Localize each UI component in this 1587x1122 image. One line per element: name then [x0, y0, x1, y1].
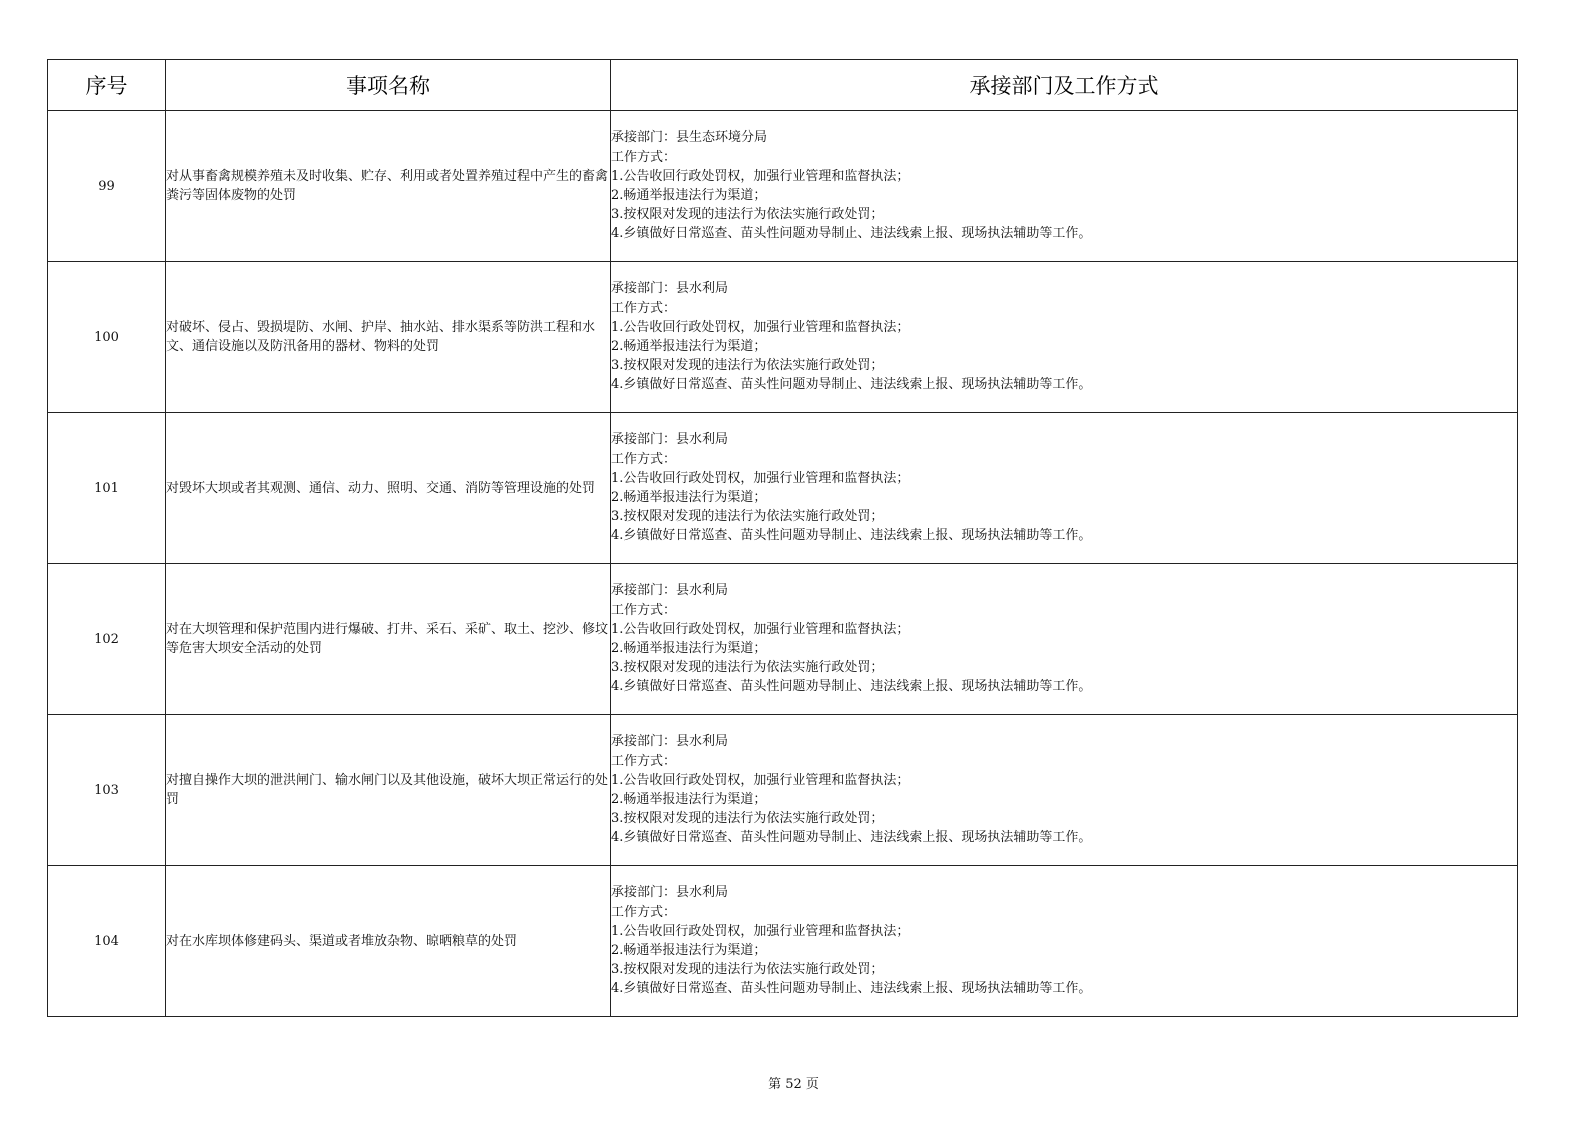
row-item-name: 对毁坏大坝或者其观测、通信、动力、照明、交通、消防等管理设施的处罚: [166, 413, 611, 564]
method-step-2: 2.畅通举报违法行为渠道；: [611, 641, 767, 656]
row-seq: 100: [48, 262, 166, 413]
method-step-3: 3.按权限对发现的违法行为依法实施行政处罚；: [611, 358, 884, 374]
row-item-name: 对破坏、侵占、毁损堤防、水闸、护岸、抽水站、排水渠系等防洪工程和水文、通信设施以及防汛备用的器材、物料的处罚: [166, 262, 611, 413]
method-step-1: 1.公告收回行政处罚权，加强行业管理和监督执法；: [611, 168, 910, 184]
method-step-3: 3.按权限对发现的违法行为依法实施行政处罚；: [611, 660, 884, 676]
row-seq: 102: [48, 564, 166, 715]
method-label: 工作方式：: [611, 753, 677, 769]
table-row: [48, 262, 1518, 413]
row-dept-method: [611, 715, 1518, 866]
method-step-3: 3.按权限对发现的违法行为依法实施行政处罚；: [611, 207, 884, 223]
header-seq: 序号: [48, 60, 166, 111]
row-seq: 99: [48, 111, 166, 262]
method-step-1: 1.公告收回行政处罚权，加强行业管理和监督执法；: [611, 621, 910, 637]
method-step-3: 3.按权限对发现的违法行为依法实施行政处罚；: [611, 509, 884, 525]
method-step-2: 2.畅通举报违法行为渠道；: [611, 792, 767, 807]
row-item-name: 对在大坝管理和保护范围内进行爆破、打井、采石、采矿、取土、挖沙、修坟等危害大坝安全活动的处罚: [166, 564, 611, 715]
row-dept-method: [611, 262, 1518, 413]
method-label: 工作方式：: [611, 451, 677, 467]
row-dept-method: [611, 866, 1518, 1017]
method-step-4: 4.乡镇做好日常巡查、苗头性问题劝导制止、违法线索上报、现场执法辅助等工作。: [611, 377, 1092, 393]
header-item-name: 事项名称: [166, 60, 611, 111]
method-step-1: 1.公告收回行政处罚权，加强行业管理和监督执法；: [611, 470, 910, 486]
method-label: 工作方式：: [611, 149, 677, 165]
row-dept-method: [611, 111, 1518, 262]
matters-table: [47, 59, 1518, 1017]
method-label: 工作方式：: [611, 300, 677, 316]
row-dept-method: [611, 564, 1518, 715]
method-step-4: 4.乡镇做好日常巡查、苗头性问题劝导制止、违法线索上报、现场执法辅助等工作。: [611, 528, 1092, 544]
row-item-name: 对擅自操作大坝的泄洪闸门、输水闸门以及其他设施，破坏大坝正常运行的处罚: [166, 715, 611, 866]
method-step-2: 2.畅通举报违法行为渠道；: [611, 188, 767, 203]
dept-line: 承接部门：县水利局: [611, 885, 729, 901]
method-step-2: 2.畅通举报违法行为渠道；: [611, 943, 767, 958]
method-step-4: 4.乡镇做好日常巡查、苗头性问题劝导制止、违法线索上报、现场执法辅助等工作。: [611, 226, 1092, 242]
row-item-name: 对在水库坝体修建码头、渠道或者堆放杂物、晾晒粮草的处罚: [166, 866, 611, 1017]
table-row: [48, 413, 1518, 564]
method-step-1: 1.公告收回行政处罚权，加强行业管理和监督执法；: [611, 923, 910, 939]
dept-line: 承接部门：县水利局: [611, 281, 729, 297]
header-dept-method: 承接部门及工作方式: [611, 60, 1518, 111]
method-label: 工作方式：: [611, 602, 677, 618]
table-row: [48, 111, 1518, 262]
row-seq: 104: [48, 866, 166, 1017]
method-step-3: 3.按权限对发现的违法行为依法实施行政处罚；: [611, 811, 884, 827]
table-row: [48, 564, 1518, 715]
method-step-4: 4.乡镇做好日常巡查、苗头性问题劝导制止、违法线索上报、现场执法辅助等工作。: [611, 981, 1092, 997]
table-row: [48, 715, 1518, 866]
dept-line: 承接部门：县生态环境分局: [611, 130, 768, 146]
method-step-2: 2.畅通举报违法行为渠道；: [611, 490, 767, 505]
row-dept-method: [611, 413, 1518, 564]
page-number: 第 52 页: [768, 1077, 819, 1092]
method-label: 工作方式：: [611, 904, 677, 920]
table-header-row: [48, 60, 1518, 111]
method-step-1: 1.公告收回行政处罚权，加强行业管理和监督执法；: [611, 319, 910, 335]
dept-line: 承接部门：县水利局: [611, 432, 729, 448]
method-step-2: 2.畅通举报违法行为渠道；: [611, 339, 767, 354]
row-seq: 101: [48, 413, 166, 564]
dept-line: 承接部门：县水利局: [611, 583, 729, 599]
method-step-4: 4.乡镇做好日常巡查、苗头性问题劝导制止、违法线索上报、现场执法辅助等工作。: [611, 830, 1092, 846]
method-step-4: 4.乡镇做好日常巡查、苗头性问题劝导制止、违法线索上报、现场执法辅助等工作。: [611, 679, 1092, 695]
dept-line: 承接部门：县水利局: [611, 734, 729, 750]
row-seq: 103: [48, 715, 166, 866]
row-item-name: 对从事畜禽规模养殖未及时收集、贮存、利用或者处置养殖过程中产生的畜禽粪污等固体废物的处罚: [166, 111, 611, 262]
method-step-1: 1.公告收回行政处罚权，加强行业管理和监督执法；: [611, 772, 910, 788]
method-step-3: 3.按权限对发现的违法行为依法实施行政处罚；: [611, 962, 884, 978]
table-row: [48, 866, 1518, 1017]
